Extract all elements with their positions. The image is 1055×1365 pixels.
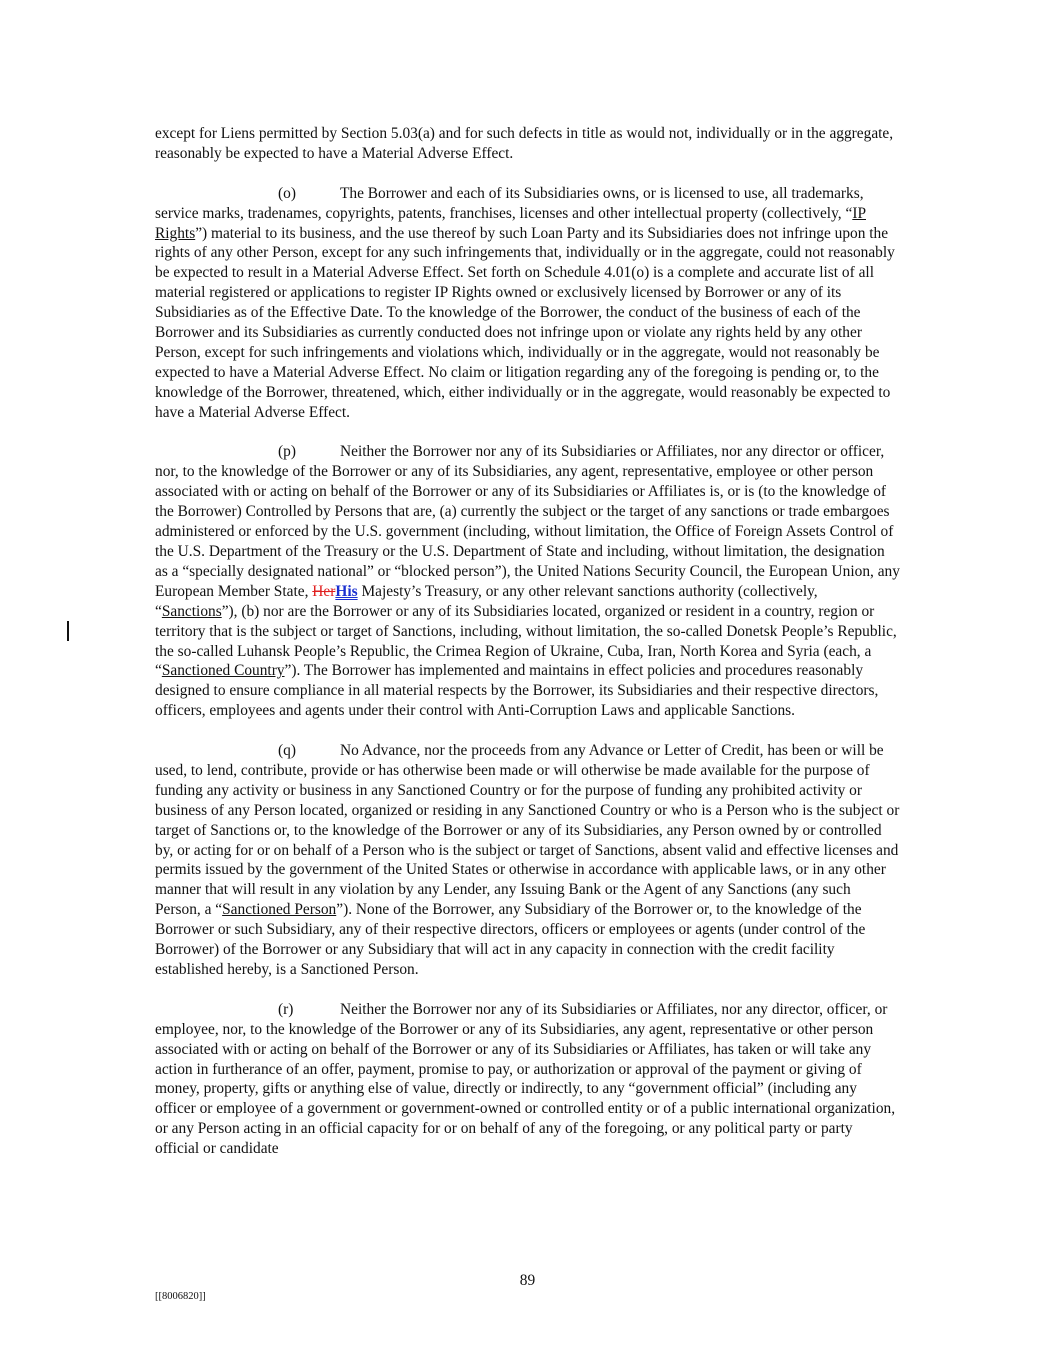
intro-paragraph <box>155 124 900 164</box>
section-p-label: (p) <box>278 443 296 461</box>
section-r-label: (r) <box>278 1000 294 1018</box>
section-q-paragraph <box>155 741 900 980</box>
section-p-text-2: Majesty’s Treasury, or any other relevant sanctions authority (collectively, “ <box>155 582 818 620</box>
document-id: [[8006820]] <box>155 1291 206 1302</box>
deleted-text: Her <box>312 582 336 600</box>
defined-term-ip-rights: IP Rights <box>155 204 866 242</box>
section-o-label: (o) <box>278 184 296 202</box>
section-p-text-4: ”). The Borrower has implemented and maintains in effect policies and procedures reasonably designed to ensure compliance in all material respects by the Borrower, its Subsidiaries and their respective directors, officers, employees and agents under their control with Anti-Corruption Laws and applicable Sanctions. <box>155 662 879 720</box>
section-p-text-1: Neither the Borrower nor any of its Subsidiaries or Affiliates, nor any director or officer, nor, to the knowledge of the Borrower or any of its Subsidiaries, any agent, representative, employee or other person associated with or acting on behalf of the Borrower or any of its Subsidiaries or Affiliates is, or is (to the knowledge of the Borrower) Controlled by Persons that are, (a) currently the subject or the target of any sanctions or trade embargoes administered or enforced by the U.S. government (including, without limitation, the Office of Foreign Assets Control of the U.S. Department of the Treasury or the U.S. Department of State and including, without limitation, the designation as a “specially designated national” or “blocked person”), the United Nations Security Council, the European Union, any European Member State, <box>155 443 900 600</box>
page-number: 89 <box>519 1272 536 1289</box>
section-q-text-1: No Advance, nor the proceeds from any Advance or Letter of Credit, has been or will be used, to lend, contribute, provide or has otherwise been made or will otherwise be made available for the purpose of funding any activity or business in any Sanctioned Country or for the purpose of funding any prohibited activity or business of any Person located, organized or residing in any Sanctioned Country or who is a Person who is the subject or target of Sanctions or, to the knowledge of the Borrower or any of its Subsidiaries, any Person owned by or controlled by, or acting for or on behalf of a Person who is the subject or target of Sanctions, absent valid and effective licenses and permits issued by the government of the United States or otherwise in accordance with applicable laws, or in any other manner that will result in any violation by any Lender, any Issuing Bank or the Agent of any Sanctions (any such Person, a “ <box>155 742 900 919</box>
section-r-paragraph <box>155 1000 900 1159</box>
revision-change-bar <box>67 621 69 641</box>
section-p-paragraph <box>155 442 900 721</box>
section-o-text-1: The Borrower and each of its Subsidiaries owns, or is licensed to use, all trademarks, service marks, tradenames, copyrights, patents, franchises, licenses and other intellectual property (collectively, “ <box>155 184 864 222</box>
defined-term-sanctions: Sanctions <box>161 602 222 620</box>
section-r-text-1: Neither the Borrower nor any of its Subsidiaries or Affiliates, nor any director, officer, or employee, nor, to the knowledge of the Borrower or any of its Subsidiaries, any agent, representative or other person associated with or acting on behalf of the Borrower or any of its Subsidiaries or Affiliates, has taken or will take any action in furtherance of an offer, payment, promise to pay, or authorization or approval of the payment or giving of money, property, gifts or anything else of value, directly or indirectly, to any “government official” (including any officer or employee of a government or government-owned or controlled entity or of a public international organization, or any Person acting in an official capacity for or on behalf of any of the foregoing, or any political party or party official or candidate <box>155 1000 896 1158</box>
section-q-label: (q) <box>278 742 296 760</box>
section-q-text-2: ”). None of the Borrower, any Subsidiary of the Borrower or, to the knowledge of the Borrower or such Subsidiary, any of their respective directors, officers or employees or agents (under control of the Borrower) of the Borrower or any Subsidiary that will act in any capacity in connection with the credit facility established hereby, is a Sanctioned Person. <box>155 901 866 979</box>
defined-term-sanctioned-country: Sanctioned Country <box>161 662 285 680</box>
defined-term-sanctioned-person: Sanctioned Person <box>222 901 337 919</box>
intro-text: except for Liens permitted by Section 5.03(a) and for such defects in title as would not, individually or in the aggregate, reasonably be expected to have a Material Adverse Effect. <box>155 125 894 162</box>
document-body <box>155 124 900 1179</box>
section-o-paragraph <box>155 184 900 423</box>
section-o-text-2: ”) material to its business, and the use thereof by such Loan Party and its Subsidiaries does not infringe upon the rights of any other Person, except for any such infringements that, individually or in the aggregate, could not reasonably be expected to result in a Material Adverse Effect. Set forth on Schedule 4.01(o) is a complete and accurate list of all material registered or applications to register IP Rights owned or exclusively licensed by Borrower or any of its Subsidiaries as of the Effective Date. To the knowledge of the Borrower, the conduct of the business of each of the Borrower and its Subsidiaries as currently conducted does not infringe upon or violate any rights held by any other Person, except for such infringements and violations which, individually or in the aggregate, would not reasonably be expected to have a Material Adverse Effect. No claim or litigation regarding any of the foregoing is pending or, to the knowledge of the Borrower, threatened, which, either individually or in the aggregate, would reasonably be expected to have a Material Adverse Effect. <box>155 224 895 421</box>
inserted-text: His <box>335 582 358 600</box>
section-p-text-3: ”), (b) nor are the Borrower or any of its Subsidiaries located, organized or resident in a country, region or territory that is the subject or target of Sanctions, including, without limitation, the so-called Donetsk People’s Republic, the so-called Luhansk People’s Republic, the Crimea Region of Ukraine, Cuba, Iran, North Korea and Syria (each, a “ <box>155 602 897 680</box>
